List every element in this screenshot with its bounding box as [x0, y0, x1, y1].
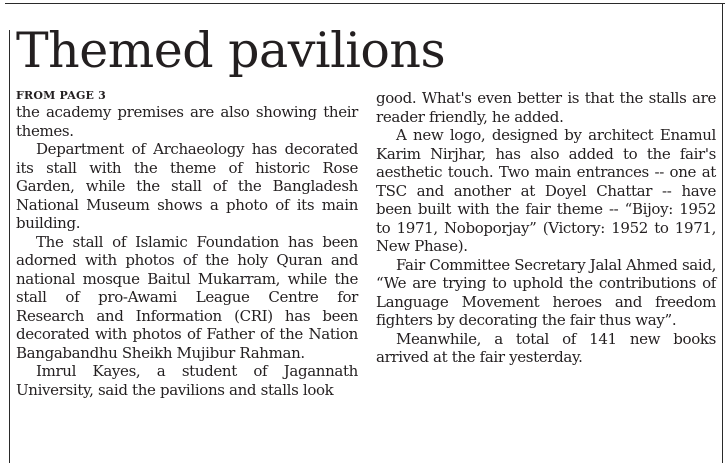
paragraph: Fair Committee Secretary Jalal Ahmed said, “We are trying to uphold the contributions of Language Movement heroes and freedom fighters by decorating the fair thus way”. [376, 255, 716, 329]
paragraph: The stall of Islamic Foundation has been adorned with photos of the holy Quran and national mosque Baitul Mukarram, while the stall of pro-Awami League Centre for Research and Information (CRI) has been decorated with photos of Father of the Nation Bangabandhu Sheikh Mujibur Rahman. [16, 232, 358, 362]
article-column-left [16, 89, 358, 399]
headline: Themed pavilions [16, 22, 446, 79]
article-column-right [376, 89, 716, 367]
paragraph: the academy premises are also showing their themes. [16, 103, 358, 140]
paragraph: Department of Archaeology has decorated its stall with the theme of historic Rose Garden, while the stall of the Bangladesh National Museum shows a photo of its main building. [16, 140, 358, 232]
jump-kicker: FROM PAGE 3 [16, 89, 107, 102]
paragraph: A new logo, designed by architect Enamul Karim Nirjhar, has also added to the fair's aesthetic touch. Two main entrances -- one at TSC and another at Doyel Chattar -- have been built with the fair theme -- “Bijoy: 1952 to 1971, Noboporjay” (Victory: 1952 to 1971, New Phase). [376, 126, 716, 255]
left-column-rule [9, 30, 10, 463]
paragraph: Meanwhile, a total of 141 new books arrived at the fair yesterday. [376, 329, 716, 366]
paragraph: good. What's even better is that the stalls are reader friendly, he added. [376, 89, 716, 126]
top-rule [5, 3, 725, 4]
paragraph: Imrul Kayes, a student of Jagannath University, said the pavilions and stalls look [16, 362, 358, 399]
right-page-rule [722, 3, 723, 463]
